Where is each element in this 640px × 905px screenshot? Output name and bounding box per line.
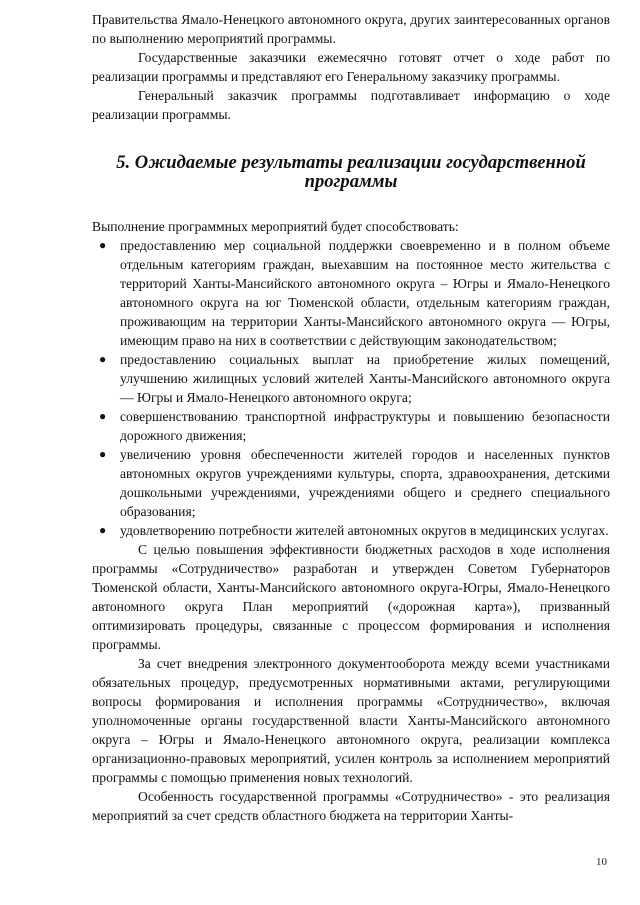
list-item-text: увеличению уровня обеспеченности жителей городов и населенных пунктов автономных округов учреждениями культуры, спорта, здравоохранения, детскими дошкольными учреждениями, учреждениями общего и среднего специального образования; (120, 447, 610, 519)
list-item-text: удовлетворению потребности жителей автономных округов в медицинских услугах. (120, 523, 609, 538)
bullet-icon: ● (99, 447, 107, 461)
section-heading: 5. Ожидаемые результаты реализации государственной программы (116, 152, 586, 192)
bullet-icon: ● (99, 523, 107, 537)
intro-paragraph-1: Правительства Ямало-Ненецкого автономного округа, других заинтересованных органов по выполнению мероприятий программы. (92, 12, 610, 46)
bullet-icon: ● (99, 238, 107, 252)
list-item-text: предоставлению мер социальной поддержки своевременно и в полном объеме отдельным категориям граждан, выехавшим на постоянное место жительства с территорий Ханты-Мансийского автономного округа – Югры и Ямало-Ненецкого автономного округа на юг Тюменской области, отдельным категориям граждан, проживающим на территории Ханты-Мансийского автономного округа — Югры, имеющим право на них в соответствии с действующим законодательством; (120, 238, 610, 348)
document-page (92, 10, 610, 825)
list-item (92, 350, 610, 407)
results-list (92, 236, 610, 540)
body-paragraph-2: За счет внедрения электронного документооборота между всеми участниками обязательных процедур, предусмотренных нормативными актами, регулирующими вопросы формирования и исполнения программы «Сотрудничество», включая уполномоченные органы государственной власти Ханты-Мансийского автономного округа – Югры и Ямало-Ненецкого автономного округа, реализации комплекса организационно-правовых мероприятий, усилен контроль за исполнением мероприятий программы с помощью применения новых технологий. (92, 656, 610, 785)
list-item (92, 236, 610, 350)
bullet-icon: ● (99, 352, 107, 366)
body-paragraph-1: С целью повышения эффективности бюджетных расходов в ходе исполнения программы «Сотрудничество» разработан и утвержден Советом Губернаторов Тюменской области, Ханты-Мансийского автономного округа-Югры, Ямало-Ненецкого автономного округа План мероприятий («дорожная карта»), призванный оптимизировать процедуры, связанные с процессом формирования и исполнения программы. (92, 542, 610, 652)
body-paragraph-3: Особенность государственной программы «Сотрудничество» - это реализация мероприятий за счет средств областного бюджета на территории Ханты- (92, 789, 610, 823)
bullet-icon: ● (99, 409, 107, 423)
list-item (92, 521, 610, 540)
intro-paragraph-2: Государственные заказчики ежемесячно готовят отчет о ходе работ по реализации программы и представляют его Генеральному заказчику программы. (92, 50, 610, 84)
section-lead: Выполнение программных мероприятий будет способствовать: (92, 219, 459, 234)
list-item (92, 445, 610, 521)
list-item-text: предоставлению социальных выплат на приобретение жилых помещений, улучшению жилищных условий жителей Ханты-Мансийского автономного округа — Югры и Ямало-Ненецкого автономного округа; (120, 352, 610, 405)
page-number: 10 (596, 856, 607, 868)
list-item (92, 407, 610, 445)
intro-paragraph-3: Генеральный заказчик программы подготавливает информацию о ходе реализации программы. (92, 88, 610, 122)
list-item-text: совершенствованию транспортной инфраструктуры и повышению безопасности дорожного движения; (120, 409, 610, 443)
